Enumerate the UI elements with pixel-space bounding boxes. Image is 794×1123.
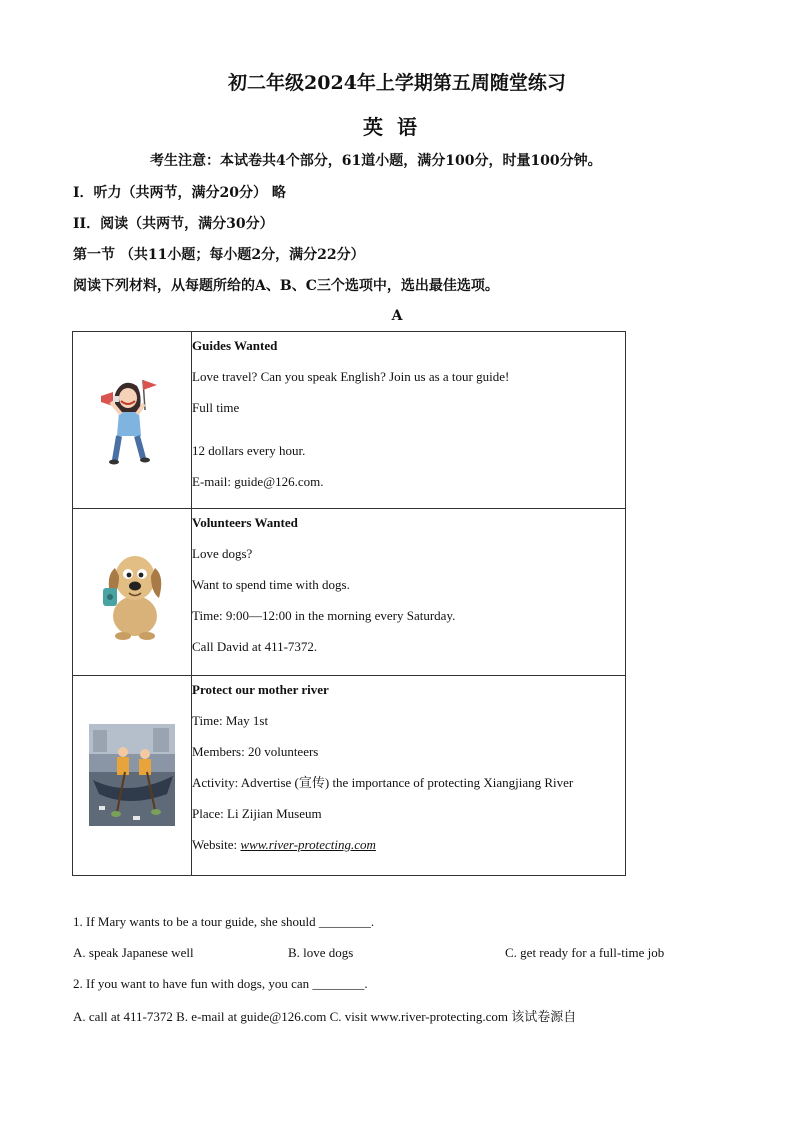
ads-table [72,331,626,876]
ad-image-cell [73,332,192,509]
girl-with-megaphone-icon [95,376,165,466]
ad-line: Members: 20 volunteers [192,744,319,759]
ad-text-guides [192,332,626,509]
ad-line: 12 dollars every hour. [192,443,306,458]
ad-line: Want to spend time with dogs. [192,577,350,592]
website-label: Website: [192,837,241,852]
section-listening: I．听力（共两节，满分20分） 略 [73,185,286,201]
ad-title: Volunteers Wanted [192,515,298,530]
ad-line: Place: Li Zijian Museum [192,806,322,821]
ad-line: Love dogs? [192,546,253,561]
ad-text-river [192,676,626,876]
question-1-option-b: B. love dogs [288,945,354,960]
passage-label: A [391,308,403,324]
reading-instruction: 阅读下列材料，从每题所给的A、B、C三个选项中，选出最佳选项。 [73,278,499,294]
exam-notice: 考生注意：本试卷共4个部分，61道小题，满分100分，时量100分钟。 [150,153,602,169]
question-2-options: A. call at 411-7372 B. e-mail at guide@126.com C. visit www.river-protecting.com 该试卷源自 [73,1009,577,1024]
ad-line: Time: May 1st [192,713,269,728]
page-title: 初二年级2024年上学期第五周随堂练习 [228,72,566,94]
ad-row-volunteers [73,509,626,676]
subject-title: 英语 [363,115,431,139]
ad-image-cell [73,509,192,676]
question-1-stem: 1. If Mary wants to be a tour guide, she should ________. [73,914,375,929]
ad-line: Time: 9:00—12:00 in the morning every Saturday. [192,608,456,623]
ad-image-cell [73,676,192,876]
ad-line: E-mail: guide@126.com. [192,474,324,489]
river-boat-volunteers-icon [89,724,175,826]
ad-title: Guides Wanted [192,338,278,353]
question-1-option-a: A. speak Japanese well [73,945,194,960]
dog-icon [101,546,165,640]
ad-row-river [73,676,626,876]
ad-line: Full time [192,400,240,415]
question-2-stem: 2. If you want to have fun with dogs, you can ________. [73,976,368,991]
ad-line: Call David at 411-7372. [192,639,318,654]
website-link[interactable]: www.river-protecting.com [240,837,376,852]
ad-line: Activity: Advertise (宣传) the importance of protecting Xiangjiang River [192,775,574,790]
section-reading: II．阅读（共两节，满分30分） [73,216,274,232]
ad-text-volunteers [192,509,626,676]
ad-website-line [192,831,625,862]
section-part1: 第一节 （共11小题；每小题2分，满分22分） [73,247,365,263]
question-1-option-c: C. get ready for a full-time job [505,945,665,960]
ad-title: Protect our mother river [192,682,329,697]
ad-line: Love travel? Can you speak English? Join us as a tour guide! [192,369,510,384]
ad-row-guides [73,332,626,509]
